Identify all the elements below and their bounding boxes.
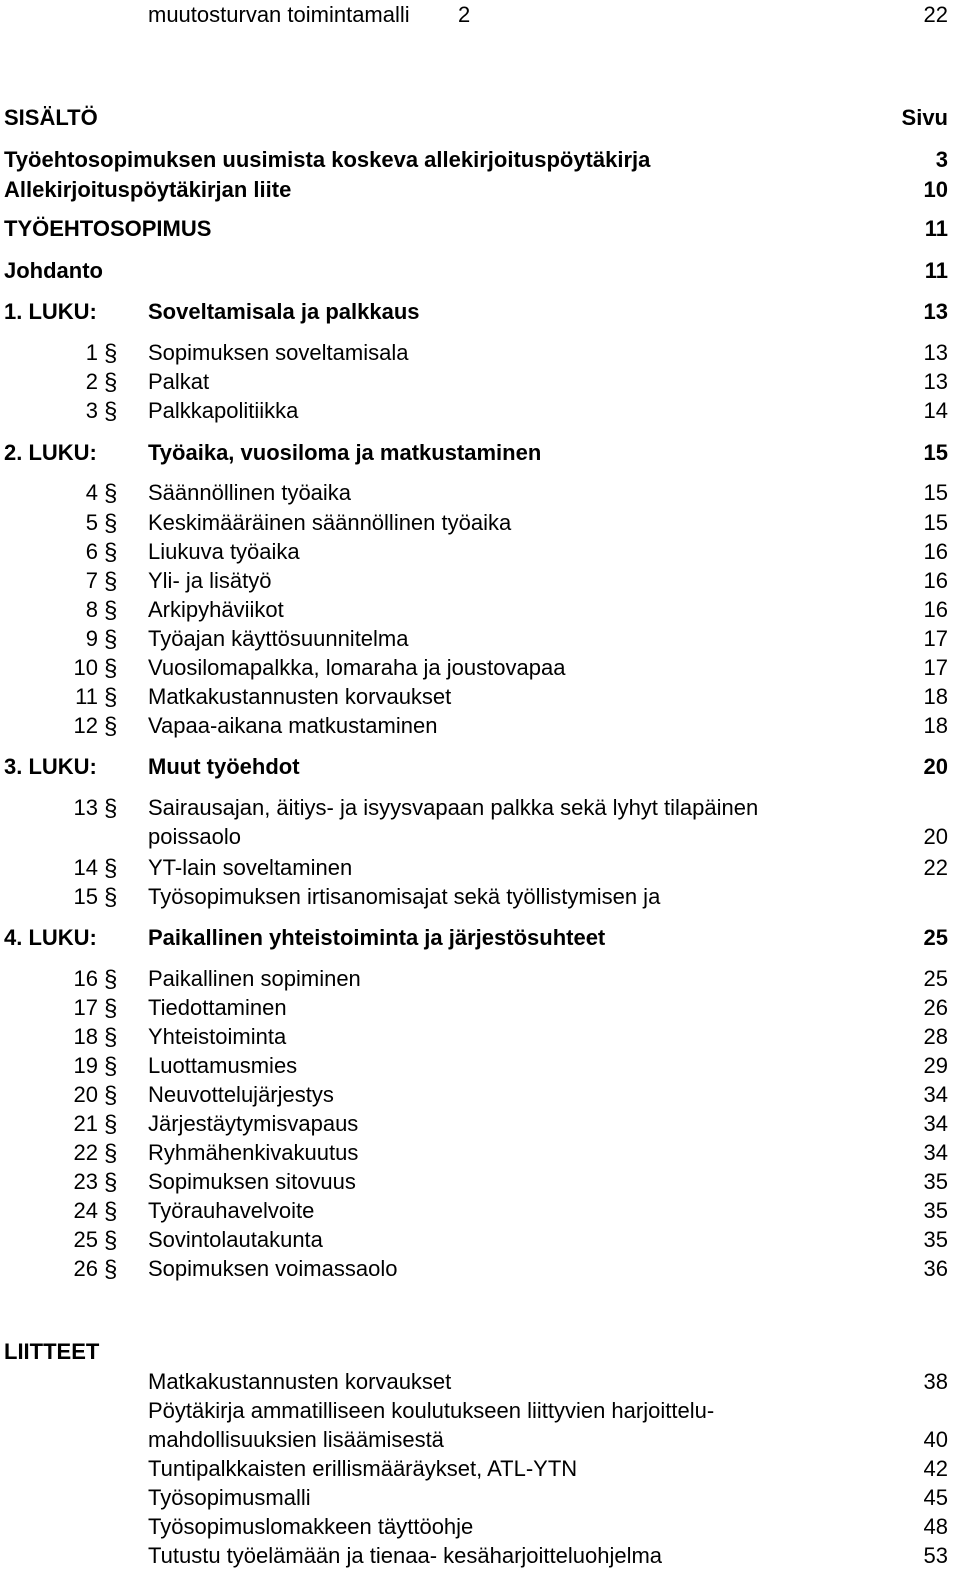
- appendix-entry: [0, 1483, 960, 1513]
- section-symbol-icon: §: [104, 655, 118, 682]
- section-title: Matkakustannusten korvaukset: [148, 684, 452, 709]
- appendix-entry: [0, 1541, 960, 1571]
- section-number: 7: [85, 568, 98, 593]
- section-number: 9: [85, 626, 98, 651]
- section-entry: [0, 1051, 960, 1081]
- section-title: Neuvottelujärjestys: [148, 1082, 334, 1107]
- section-title: muutosturvan toimintamalli: [148, 2, 410, 27]
- section-title: poissaolo: [148, 824, 241, 849]
- section-number: 21: [73, 1111, 98, 1136]
- section-page: 18: [923, 713, 948, 738]
- section-symbol-icon: §: [104, 1169, 118, 1196]
- section-page: 15: [923, 510, 948, 535]
- section-title: Vuosilomapalkka, lomaraha ja joustovapaa: [148, 655, 566, 680]
- section-title: Palkkapolitiikka: [148, 398, 299, 423]
- section-title: Sovintolautakunta: [148, 1227, 323, 1252]
- section-page: 34: [923, 1140, 948, 1165]
- entry-page: 11: [924, 216, 948, 241]
- section-symbol-icon: §: [104, 1024, 118, 1051]
- section-symbol-icon: §: [104, 398, 118, 425]
- section-title: Työajan käyttösuunnitelma: [148, 626, 409, 651]
- section-page: 35: [923, 1227, 948, 1252]
- appendix-entry: [0, 1367, 960, 1397]
- section-entry: [0, 595, 960, 625]
- appendix-page: 45: [923, 1485, 948, 1510]
- section-number: 22: [73, 1140, 98, 1165]
- section-page: 35: [923, 1169, 948, 1194]
- toc-entry: [0, 214, 960, 244]
- section-page: 17: [923, 626, 948, 651]
- section-symbol-icon: §: [104, 713, 118, 740]
- section-symbol-icon: §: [104, 684, 118, 711]
- section-symbol-icon: §: [104, 568, 118, 595]
- section-number: 14: [73, 855, 98, 880]
- section-entry: [0, 1022, 960, 1052]
- section-number: 15: [73, 884, 98, 909]
- section-entry: [0, 1225, 960, 1255]
- appendix-title: Työsopimuslomakkeen täyttöohje: [148, 1514, 474, 1539]
- section-entry: [0, 1080, 960, 1110]
- section-number: 25: [73, 1227, 98, 1252]
- section-number: 2: [85, 369, 98, 394]
- chapter-label: 3. LUKU:: [4, 754, 97, 779]
- section-entry: [0, 793, 960, 823]
- section-title: Liukuva työaika: [148, 539, 300, 564]
- section-number: 24: [73, 1198, 98, 1223]
- section-page: 26: [923, 995, 948, 1020]
- entry-title: Allekirjoituspöytäkirjan liite: [4, 177, 292, 202]
- chapter-page: 20: [923, 754, 948, 779]
- section-number: 19: [73, 1053, 98, 1078]
- section-page: 34: [923, 1111, 948, 1136]
- chapter-label: 2. LUKU:: [4, 440, 97, 465]
- entry-page: 10: [923, 177, 948, 202]
- section-symbol-icon: §: [104, 795, 118, 822]
- section-entry: [0, 993, 960, 1023]
- toc-entry: [0, 145, 960, 175]
- page-number: 2: [458, 2, 471, 27]
- section-entry: [0, 478, 960, 508]
- appendix-page: 53: [923, 1543, 948, 1568]
- chapter-title: Soveltamisala ja palkkaus: [148, 299, 420, 324]
- section-title: Työsopimuksen irtisanomisajat sekä työllistymisen ja: [148, 884, 661, 909]
- section-entry-continued: [0, 0, 960, 30]
- section-page: 18: [923, 684, 948, 709]
- section-title: Työrauhavelvoite: [148, 1198, 315, 1223]
- section-title: Yli- ja lisätyö: [148, 568, 272, 593]
- section-page: 28: [923, 1024, 948, 1049]
- section-entry: [0, 1109, 960, 1139]
- section-title: Palkat: [148, 369, 210, 394]
- section-title: Luottamusmies: [148, 1053, 298, 1078]
- section-page: 22: [923, 855, 948, 880]
- section-symbol-icon: §: [104, 1053, 118, 1080]
- entry-page: 11: [924, 258, 948, 283]
- appendix-entry: [0, 1396, 960, 1426]
- section-symbol-icon: §: [104, 480, 118, 507]
- section-number: 17: [73, 995, 98, 1020]
- section-page: 20: [923, 824, 948, 849]
- section-title: Arkipyhäviikot: [148, 597, 284, 622]
- section-page: 25: [923, 966, 948, 991]
- section-number: 12: [73, 713, 98, 738]
- section-entry: [0, 964, 960, 994]
- section-symbol-icon: §: [104, 855, 118, 882]
- section-page: 35: [923, 1198, 948, 1223]
- section-page: 13: [923, 369, 948, 394]
- section-symbol-icon: §: [104, 1227, 118, 1254]
- section-symbol-icon: §: [104, 626, 118, 653]
- section-page: 13: [923, 340, 948, 365]
- section-symbol-icon: §: [104, 340, 118, 367]
- appendix-page: 42: [923, 1456, 948, 1481]
- section-number: 8: [85, 597, 98, 622]
- appendix-title: Työsopimusmalli: [148, 1485, 311, 1510]
- appendix-title: Pöytäkirja ammatilliseen koulutukseen liittyvien harjoittelu-: [148, 1398, 715, 1423]
- section-title: Vapaa-aikana matkustaminen: [148, 713, 438, 738]
- toc-title: SISÄLTÖ: [4, 105, 98, 130]
- section-number: 3: [85, 398, 98, 423]
- section-title: YT-lain soveltaminen: [148, 855, 353, 880]
- section-entry: [0, 508, 960, 538]
- section-entry: [0, 367, 960, 397]
- section-entry: [0, 1254, 960, 1284]
- section-entry: [0, 853, 960, 883]
- section-symbol-icon: §: [104, 1198, 118, 1225]
- section-title: Sopimuksen sitovuus: [148, 1169, 356, 1194]
- chapter-title: Paikallinen yhteistoiminta ja järjestösuhteet: [148, 925, 606, 950]
- section-page: 15: [923, 480, 948, 505]
- chapter-heading: [0, 752, 960, 782]
- section-title: Tiedottaminen: [148, 995, 287, 1020]
- section-title: Sopimuksen voimassaolo: [148, 1256, 398, 1281]
- section-entry: [0, 1167, 960, 1197]
- appendices-heading: [0, 1337, 960, 1367]
- section-page: 16: [923, 568, 948, 593]
- section-entry: [0, 396, 960, 426]
- appendix-entry-continued: [0, 1425, 960, 1455]
- toc-entry: [0, 175, 960, 205]
- entry-title: TYÖEHTOSOPIMUS: [4, 216, 212, 241]
- section-entry: [0, 338, 960, 368]
- section-number: 23: [73, 1169, 98, 1194]
- entry-title: Johdanto: [4, 258, 103, 283]
- chapter-page: 13: [923, 299, 948, 324]
- section-symbol-icon: §: [104, 995, 118, 1022]
- section-page: 16: [923, 539, 948, 564]
- chapter-label: 1. LUKU:: [4, 299, 97, 324]
- section-page: 29: [923, 1053, 948, 1078]
- page-column-label: Sivu: [901, 105, 948, 130]
- section-title: Sairausajan, äitiys- ja isyysvapaan palkka sekä lyhyt tilapäinen: [148, 795, 759, 820]
- toc-entry: [0, 256, 960, 286]
- section-number: 6: [85, 539, 98, 564]
- toc-header: [0, 103, 960, 133]
- appendix-title: Tutustu työelämään ja tienaa- kesäharjoitteluohjelma: [148, 1543, 663, 1568]
- section-entry: [0, 566, 960, 596]
- appendix-title: Matkakustannusten korvaukset: [148, 1369, 452, 1394]
- chapter-title: Työaika, vuosiloma ja matkustaminen: [148, 440, 542, 465]
- appendix-title: Tuntipalkkaisten erillismääräykset, ATL-YTN: [148, 1456, 578, 1481]
- section-symbol-icon: §: [104, 597, 118, 624]
- section-entry: [0, 624, 960, 654]
- appendix-entry: [0, 1454, 960, 1484]
- section-page: 14: [923, 398, 948, 423]
- section-entry: [0, 682, 960, 712]
- section-number: 18: [73, 1024, 98, 1049]
- appendix-title: mahdollisuuksien lisäämisestä: [148, 1427, 444, 1452]
- section-symbol-icon: §: [104, 1140, 118, 1167]
- section-number: 4: [85, 480, 98, 505]
- section-number: 20: [73, 1082, 98, 1107]
- appendix-page: 48: [923, 1514, 948, 1539]
- section-number: 11: [75, 684, 98, 709]
- chapter-heading: [0, 297, 960, 327]
- section-symbol-icon: §: [104, 966, 118, 993]
- section-page: 16: [923, 597, 948, 622]
- section-symbol-icon: §: [104, 884, 118, 911]
- section-entry-continued: [0, 822, 960, 852]
- chapter-title: Muut työehdot: [148, 754, 300, 779]
- section-page: 34: [923, 1082, 948, 1107]
- section-entry: [0, 653, 960, 683]
- section-entry: [0, 882, 960, 912]
- section-number: 5: [85, 510, 98, 535]
- section-title: Paikallinen sopiminen: [148, 966, 361, 991]
- appendix-page: 40: [923, 1427, 948, 1452]
- section-symbol-icon: §: [104, 1256, 118, 1283]
- section-number: 26: [73, 1256, 98, 1281]
- chapter-page: 15: [923, 440, 948, 465]
- section-number: 10: [73, 655, 98, 680]
- section-symbol-icon: §: [104, 369, 118, 396]
- section-number: 1: [85, 340, 98, 365]
- section-page: 17: [923, 655, 948, 680]
- section-title: Järjestäytymisvapaus: [148, 1111, 359, 1136]
- section-title: Keskimääräinen säännöllinen työaika: [148, 510, 512, 535]
- entry-page: 3: [935, 147, 948, 172]
- section-page: 36: [923, 1256, 948, 1281]
- appendix-page: 38: [923, 1369, 948, 1394]
- section-title: Yhteistoiminta: [148, 1024, 287, 1049]
- section-number: 13: [73, 795, 98, 820]
- section-page: 22: [923, 2, 948, 27]
- appendices-title: LIITTEET: [4, 1339, 100, 1364]
- section-entry: [0, 711, 960, 741]
- chapter-page: 25: [923, 925, 948, 950]
- section-symbol-icon: §: [104, 510, 118, 537]
- section-symbol-icon: §: [104, 1111, 118, 1138]
- section-entry: [0, 537, 960, 567]
- section-title: Ryhmähenkivakuutus: [148, 1140, 359, 1165]
- section-symbol-icon: §: [104, 539, 118, 566]
- section-title: Sopimuksen soveltamisala: [148, 340, 409, 365]
- section-symbol-icon: §: [104, 1082, 118, 1109]
- section-title: Säännöllinen työaika: [148, 480, 352, 505]
- chapter-heading: [0, 923, 960, 953]
- section-number: 16: [73, 966, 98, 991]
- entry-title: Työehtosopimuksen uusimista koskeva allekirjoituspöytäkirja: [4, 147, 651, 172]
- section-entry: [0, 1138, 960, 1168]
- chapter-label: 4. LUKU:: [4, 925, 97, 950]
- chapter-heading: [0, 438, 960, 468]
- section-entry: [0, 1196, 960, 1226]
- appendix-entry: [0, 1512, 960, 1542]
